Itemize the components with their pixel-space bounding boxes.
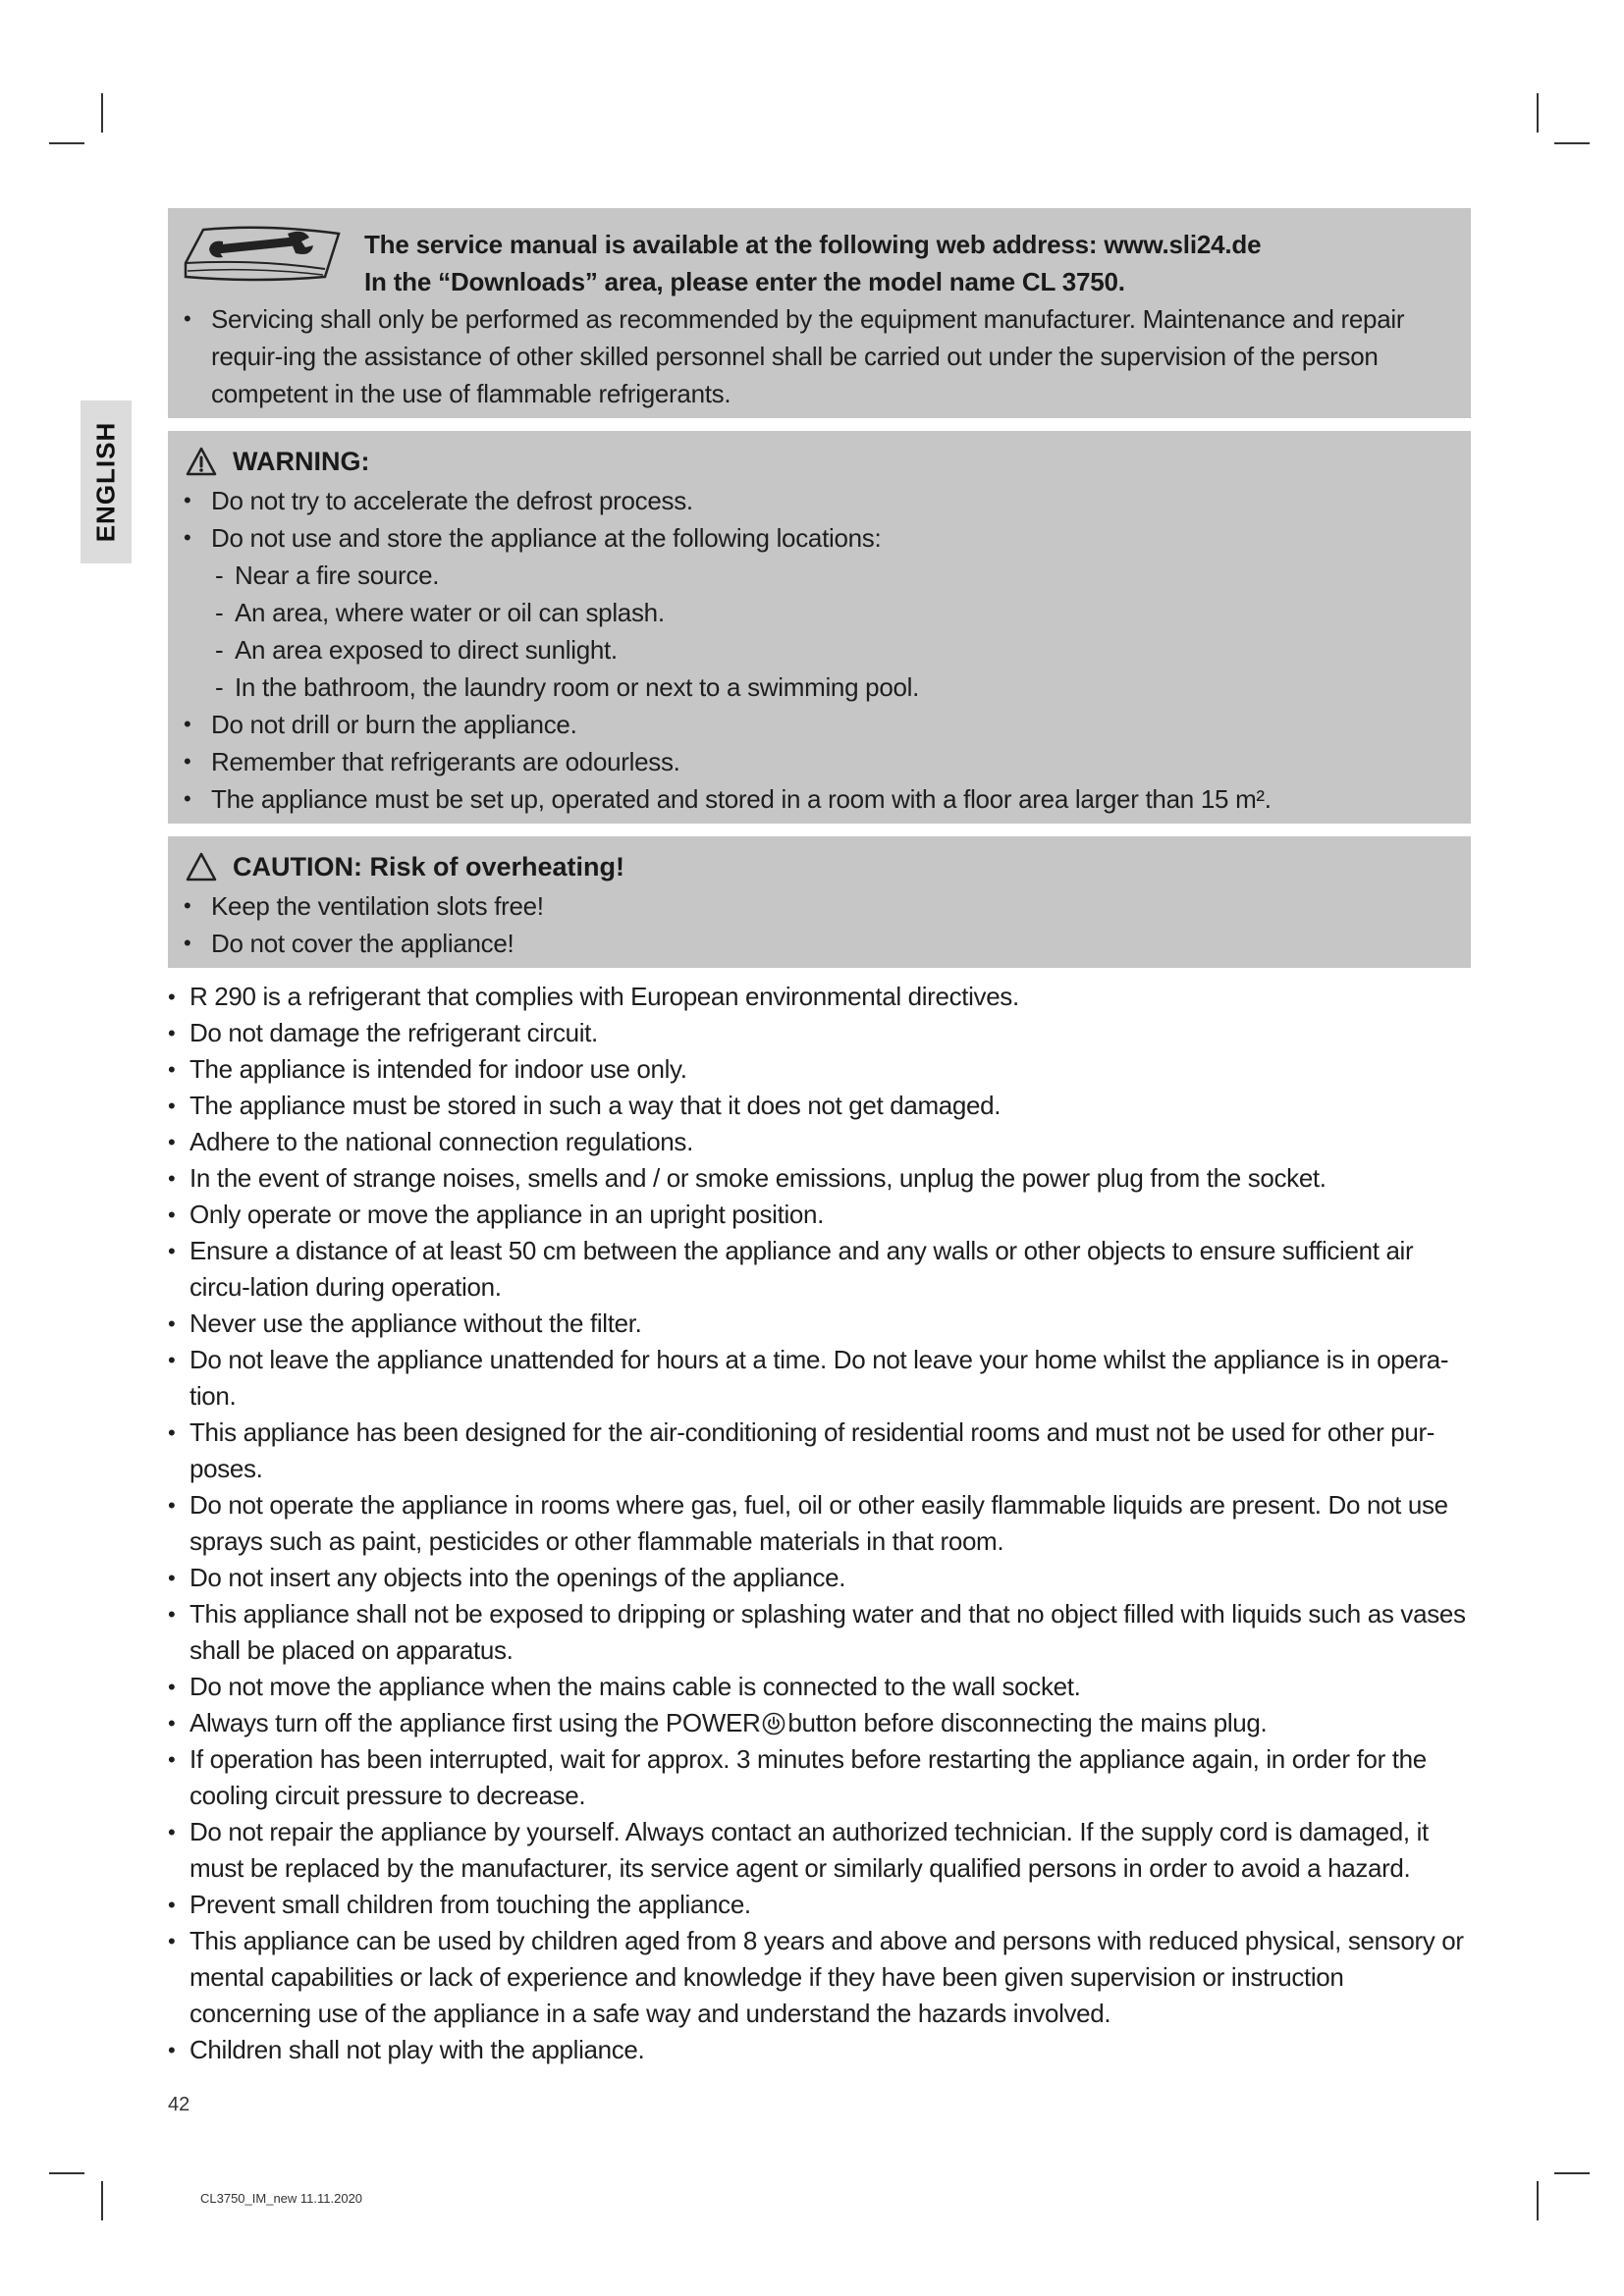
list-item: • Never use the appliance without the filter. xyxy=(168,1306,1471,1342)
list-item: • Prevent small children from touching the appliance. xyxy=(168,1887,1471,1923)
power-icon xyxy=(762,1712,785,1735)
service-bullet-list xyxy=(178,300,1453,412)
list-item: • Do not cover the appliance! xyxy=(178,925,1453,962)
caution-triangle-icon xyxy=(186,852,217,881)
list-item: • Children shall not play with the appliance. xyxy=(168,2032,1471,2068)
wrench-manual-icon xyxy=(178,220,349,289)
warning-box xyxy=(168,431,1471,824)
caution-box xyxy=(168,836,1471,968)
power-list-item xyxy=(168,1705,1471,1741)
list-item: • Do not move the appliance when the mains cable is connected to the wall socket. xyxy=(168,1669,1471,1705)
safety-list xyxy=(168,979,1471,2068)
list-item: • Do not repair the appliance by yourself. Always contact an authorized technician. If the supply cord is damaged, it must be replaced by the manufacturer, its service agent or similarly qualified persons in order to avoid a hazard. xyxy=(168,1814,1471,1887)
service-line-2: In the “Downloads” area, please enter the model name CL 3750. xyxy=(364,267,1125,296)
list-item: • Do not try to accelerate the defrost process. xyxy=(178,482,1453,519)
list-item: • In the event of strange noises, smells and / or smoke emissions, unplug the power plug from the socket. xyxy=(168,1160,1471,1197)
list-subitem: - An area, where water or oil can splash. xyxy=(178,594,1453,631)
crop-mark xyxy=(101,93,103,133)
list-item: • The appliance must be set up, operated and stored in a room with a floor area larger than 15 m². xyxy=(178,780,1453,818)
list-subitem: - Near a fire source. xyxy=(178,557,1453,594)
list-item: • Only operate or move the appliance in an upright position. xyxy=(168,1197,1471,1233)
list-item: • Do not damage the refrigerant circuit. xyxy=(168,1015,1471,1051)
list-item: • Do not insert any objects into the openings of the appliance. xyxy=(168,1560,1471,1596)
crop-mark xyxy=(49,2172,84,2174)
crop-mark xyxy=(49,142,84,144)
footer-text: CL3750_IM_new 11.11.2020 xyxy=(200,2191,363,2206)
list-item: • The appliance must be stored in such a way that it does not get damaged. xyxy=(168,1088,1471,1124)
list-item: • Keep the ventilation slots free! xyxy=(178,887,1453,925)
caution-list xyxy=(178,887,1453,962)
list-item: • This appliance has been designed for the air-conditioning of residential rooms and must not be used for other pur-poses. xyxy=(168,1415,1471,1487)
list-item: • Do not leave the appliance unattended for hours at a time. Do not leave your home whilst the appliance is in opera-tion. xyxy=(168,1342,1471,1415)
service-info-box xyxy=(168,208,1471,418)
list-item: • Adhere to the national connection regulations. xyxy=(168,1124,1471,1160)
list-item: • Ensure a distance of at least 50 cm between the appliance and any walls or other objects to ensure sufficient air circu-lation during operation. xyxy=(168,1233,1471,1306)
list-item: • Do not use and store the appliance at the following locations: xyxy=(178,519,1453,557)
list-subitem: - In the bathroom, the laundry room or next to a swimming pool. xyxy=(178,668,1453,706)
language-tab-label: ENGLISH xyxy=(90,421,121,543)
warning-title: WARNING: xyxy=(233,447,370,476)
list-subitem: - An area exposed to direct sunlight. xyxy=(178,631,1453,668)
list-item: • The appliance is intended for indoor use only. xyxy=(168,1051,1471,1088)
power-text-before: Always turn off the appliance first using the POWER xyxy=(189,1708,761,1737)
crop-mark xyxy=(1537,93,1539,133)
language-tab xyxy=(81,400,132,563)
warning-triangle-icon xyxy=(186,447,217,476)
list-item: • This appliance shall not be exposed to dripping or splashing water and that no object filled with liquids such as vases shall be placed on apparatus. xyxy=(168,1596,1471,1669)
list-item: • Remember that refrigerants are odourless. xyxy=(178,743,1453,780)
warning-header xyxy=(178,441,1453,482)
warning-list xyxy=(178,482,1453,818)
page-content xyxy=(168,208,1471,2068)
power-text-after: button before disconnecting the mains plug. xyxy=(787,1708,1268,1737)
list-item: • Do not operate the appliance in rooms where gas, fuel, oil or other easily flammable liquids are present. Do not use sprays such as paint, pesticides or other flammable materials in that room. xyxy=(168,1487,1471,1560)
caution-title: CAUTION: Risk of overheating! xyxy=(233,852,625,881)
service-header xyxy=(178,220,1453,300)
list-item: • Servicing shall only be performed as recommended by the equipment manufacturer. Maintenance and repair requir-ing the assistance of other skilled personnel shall be carried out under the supervision of the person competent in the use of flammable refrigerants. xyxy=(178,300,1453,412)
list-item: • If operation has been interrupted, wait for approx. 3 minutes before restarting the appliance again, in order for the cooling circuit pressure to decrease. xyxy=(168,1741,1471,1814)
crop-mark xyxy=(1537,2181,1539,2220)
crop-mark xyxy=(1554,2172,1590,2174)
crop-mark xyxy=(1554,142,1590,144)
crop-mark xyxy=(101,2181,103,2220)
list-item: • This appliance can be used by children aged from 8 years and above and persons with reduced physical, sensory or mental capabilities or lack of experience and knowledge if they have been given supervision or instruction concerning use of the appliance in a safe way and understand the hazards involved. xyxy=(168,1923,1471,2032)
list-item: • Do not drill or burn the appliance. xyxy=(178,706,1453,743)
caution-header xyxy=(178,846,1453,887)
list-item: • R 290 is a refrigerant that complies with European environmental directives. xyxy=(168,979,1471,1015)
page-number: 42 xyxy=(168,2094,190,2115)
service-line-1: The service manual is available at the following web address: www.sli24.de xyxy=(364,230,1262,259)
